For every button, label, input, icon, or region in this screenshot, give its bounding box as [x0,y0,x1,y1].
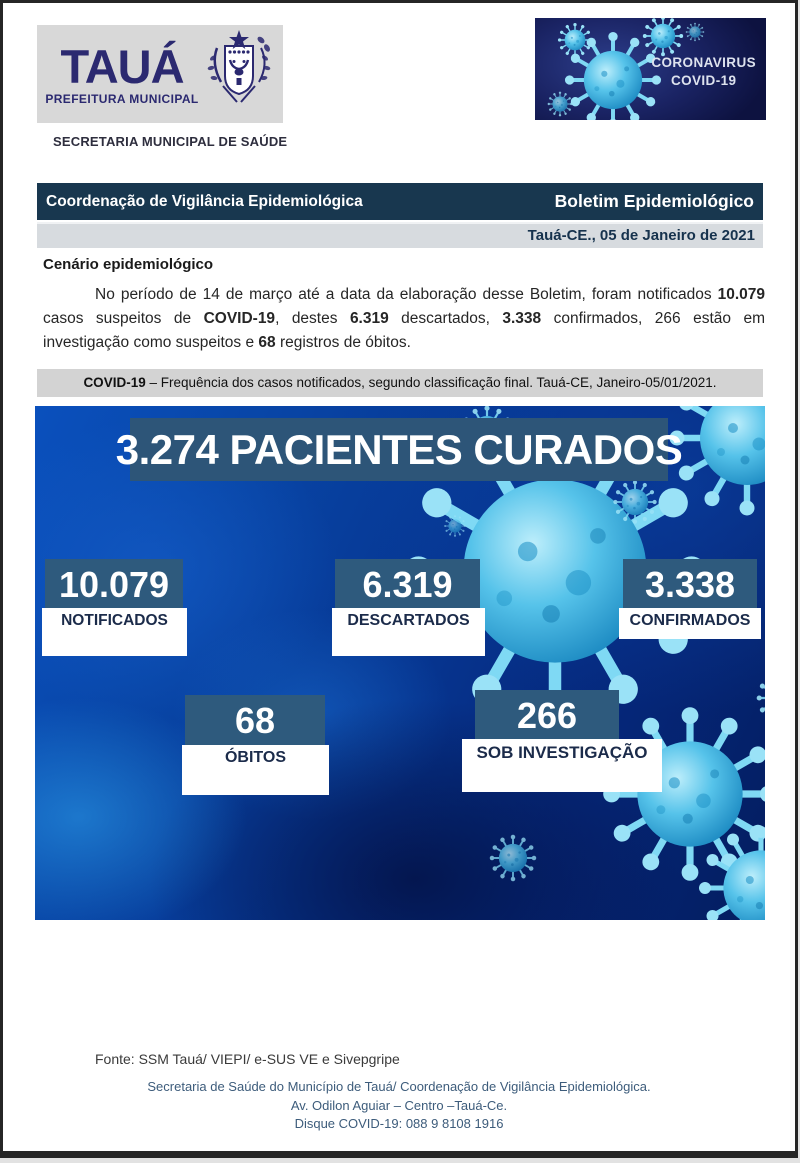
deaths-count: 68 [258,334,276,352]
paragraph-text: registros de óbitos. [275,334,411,352]
stat-value-confirmados: 3.338 [623,559,757,610]
paragraph-text: descartados, [388,310,503,328]
confirmed-count: 3.338 [502,310,542,328]
banner-title [651,54,756,90]
stat-label-sob-investigacao: SOB INVESTIGAÇÃO [462,739,662,792]
discarded-count: 6.319 [349,310,389,328]
banner-title-line1: CORONAVIRUS [651,55,756,70]
caption-bold: COVID-19 [83,375,146,390]
section-heading: Cenário epidemiológico [43,256,214,273]
stat-label-notificados: NOTIFICADOS [42,608,187,656]
disease-name: COVID-19 [203,310,276,328]
virus-art-icon [35,406,765,920]
logo-text [45,40,199,106]
stat-label-obitos: ÓBITOS [182,745,329,795]
stat-value-descartados: 6.319 [335,559,480,610]
stat-label-confirmados: CONFIRMADOS [619,608,761,639]
department-name: SECRETARIA MUNICIPAL DE SAÚDE [53,134,288,149]
figure-caption [37,369,763,397]
footer-org-line: Secretaria de Saúde do Município de Tauá/ Coordenação de Vigilância Epidemiológica. [147,1079,651,1094]
summary-paragraph [43,283,765,356]
footer-phone-line: Disque COVID-19: 088 9 8108 1916 [294,1116,504,1131]
caption-rest: – Frequência dos casos notificados, segundo classificação final. Tauá-CE, Janeiro-05/01/2021. [145,375,717,390]
footer-address-line: Av. Odilon Aguiar – Centro –Tauá-Ce. [290,1098,508,1113]
coat-of-arms-icon [203,28,275,120]
date-line: Tauá-CE., 05 de Janeiro de 2021 [37,222,763,248]
title-bar-left: Coordenação de Vigilância Epidemiológica [46,192,363,210]
stat-value-notificados: 10.079 [45,559,183,610]
coronavirus-banner [535,18,766,120]
paragraph-text: confirmados, 266 estão em investigação como suspeitos e [43,310,765,352]
logo-org-name: PREFEITURA MUNICIPAL [45,92,199,106]
stat-value-obitos: 68 [185,695,325,747]
covid-infographic [35,406,765,920]
cured-headline: 3.274 PACIENTES CURADOS [130,418,668,481]
logo-city-name: TAUÁ [60,40,184,93]
title-bar-right: Boletim Epidemiológico [554,191,754,211]
source-line: Fonte: SSM Tauá/ VIEPI/ e-SUS VE e Sivepgripe [95,1051,400,1067]
paragraph-text: , destes [275,310,350,328]
notified-count: 10.079 [717,286,765,303]
stat-label-descartados: DESCARTADOS [332,608,485,656]
municipal-logo [37,25,283,123]
stat-value-sob-investigacao: 266 [475,690,619,741]
paragraph-text: No período de 14 de março até a data da elaboração desse Boletim, foram notificados [95,286,718,303]
paragraph-text: casos suspeitos de [43,310,204,328]
banner-title-line2: COVID-19 [670,73,737,89]
title-bar [37,183,763,220]
